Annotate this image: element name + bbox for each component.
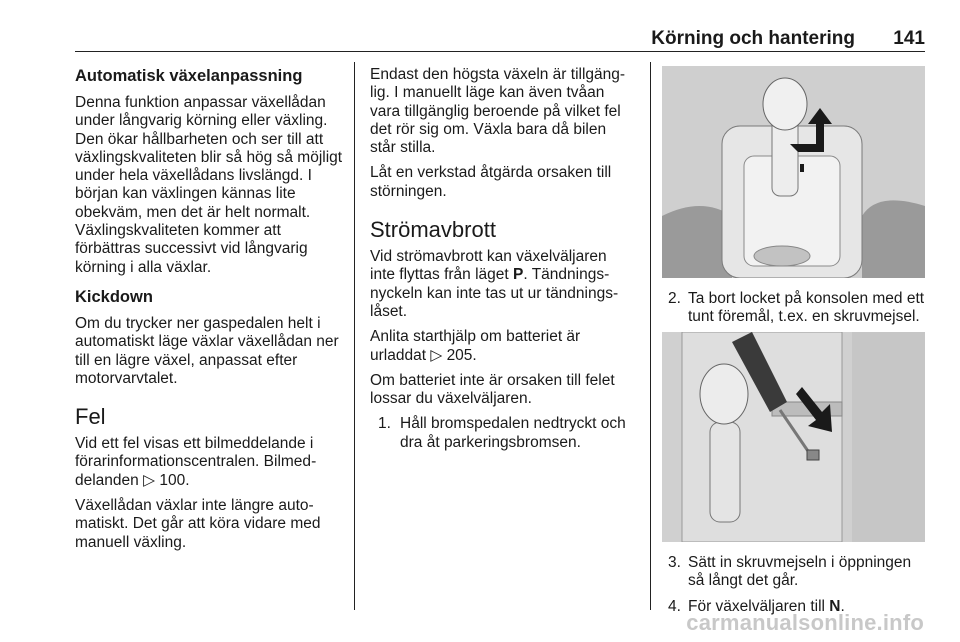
step-4-number: 4. [668,597,681,615]
step-1-text: Håll bromspedalen nedtryckt och dra åt parkeringsbromsen. [400,415,626,451]
gear-selector-drawing [662,66,925,278]
step-1 [370,415,635,452]
column-2 [370,66,635,459]
heading-auto-adapt: Automatisk växelanpassning [75,67,303,85]
heading-fel: Fel [75,404,106,430]
step-2-number: 2. [668,290,681,307]
fel-text: Vid ett fel visas ett bilmeddelande i förarinformationscentralen. Bilmeddelanden [75,435,317,489]
power-failure-text-a: Vid strömavbrott kan växelväljaren inte flyttas från läget [370,248,607,284]
paragraph-fel-2: Växellådan växlar inte längre automatiskt. Det går att köra vidare med manuell växling. [75,497,321,551]
screwdriver-drawing [662,332,925,542]
step-4-text-a: För växelväljaren till [688,597,830,615]
watermark: carmanualsonline.info [686,610,924,635]
paragraph-jump-start [370,328,635,365]
fel-page-ref: 100. [159,471,190,489]
heading-kickdown: Kickdown [75,287,153,306]
page-reference-icon: ▷ [143,471,156,489]
heading-power-failure: Strömavbrott [370,217,496,243]
step-2 [668,290,930,327]
gear-selector-illustration [662,66,925,278]
step-4-text-b: . [840,597,845,615]
paragraph-workshop: Låt en verkstad åtgärda orsaken till störningen. [370,164,612,200]
step-2-text: Ta bort locket på konsolen med ett tunt föremål, t.ex. en skruvmejsel. [688,290,925,326]
paragraph-release-selector: Om batteriet inte är orsaken till felet lossar du växelväljaren. [370,371,615,408]
page-reference-icon: ▷ [430,346,443,364]
jump-start-page-ref: 205. [446,346,477,364]
column-1 [75,66,343,559]
screwdriver-illustration [662,332,925,542]
column-3-step-2 [668,290,930,334]
paragraph-fel-1 [75,435,343,490]
step-1-number: 1. [378,415,391,433]
paragraph-highest-gear: Endast den högsta växeln är tillgänglig. I manuellt läge kan även tvåan vara tillgänglig beroende på vilket fel det rör sig om. Växla bara då bilen står stilla. [370,66,626,157]
page-number: 141 [893,28,925,49]
column-divider-2 [650,62,651,610]
gear-n: N [829,597,841,615]
paragraph-kickdown: Om du trycker ner gaspedalen helt i automatiskt läge växlar växellådan ner till en lägre växel, anpassat efter motorvarvtalet. [75,314,339,387]
section-title: Körning och hantering [651,28,855,49]
jump-start-text: Anlita starthjälp om batteriet är urladdat [370,328,581,364]
paragraph-power-failure [370,248,635,321]
step-3 [668,554,930,591]
column-divider-1 [354,62,355,610]
step-3-number: 3. [668,554,681,571]
paragraph-auto-adapt: Denna funktion anpassar växellådan under långvarig körning eller växling. Den ökar hållbarheten och ser till att växlingskvaliteten blir så hög så möjligt under hela växellådans livslängd. I början kan växlingen kännas lite obekväm, men det är helt normalt. Växlingskvaliteten kommer att förbättras successivt vid långvarig körning i alla växlar. [75,94,343,276]
header-rule [75,51,925,52]
power-failure-text-b: . Tändningsnyckeln kan inte tas ut ur tändningslåset. [370,266,619,320]
gear-p: P [513,266,524,284]
step-3-text: Sätt in skruvmejseln i öppningen så långt det går. [688,554,912,590]
